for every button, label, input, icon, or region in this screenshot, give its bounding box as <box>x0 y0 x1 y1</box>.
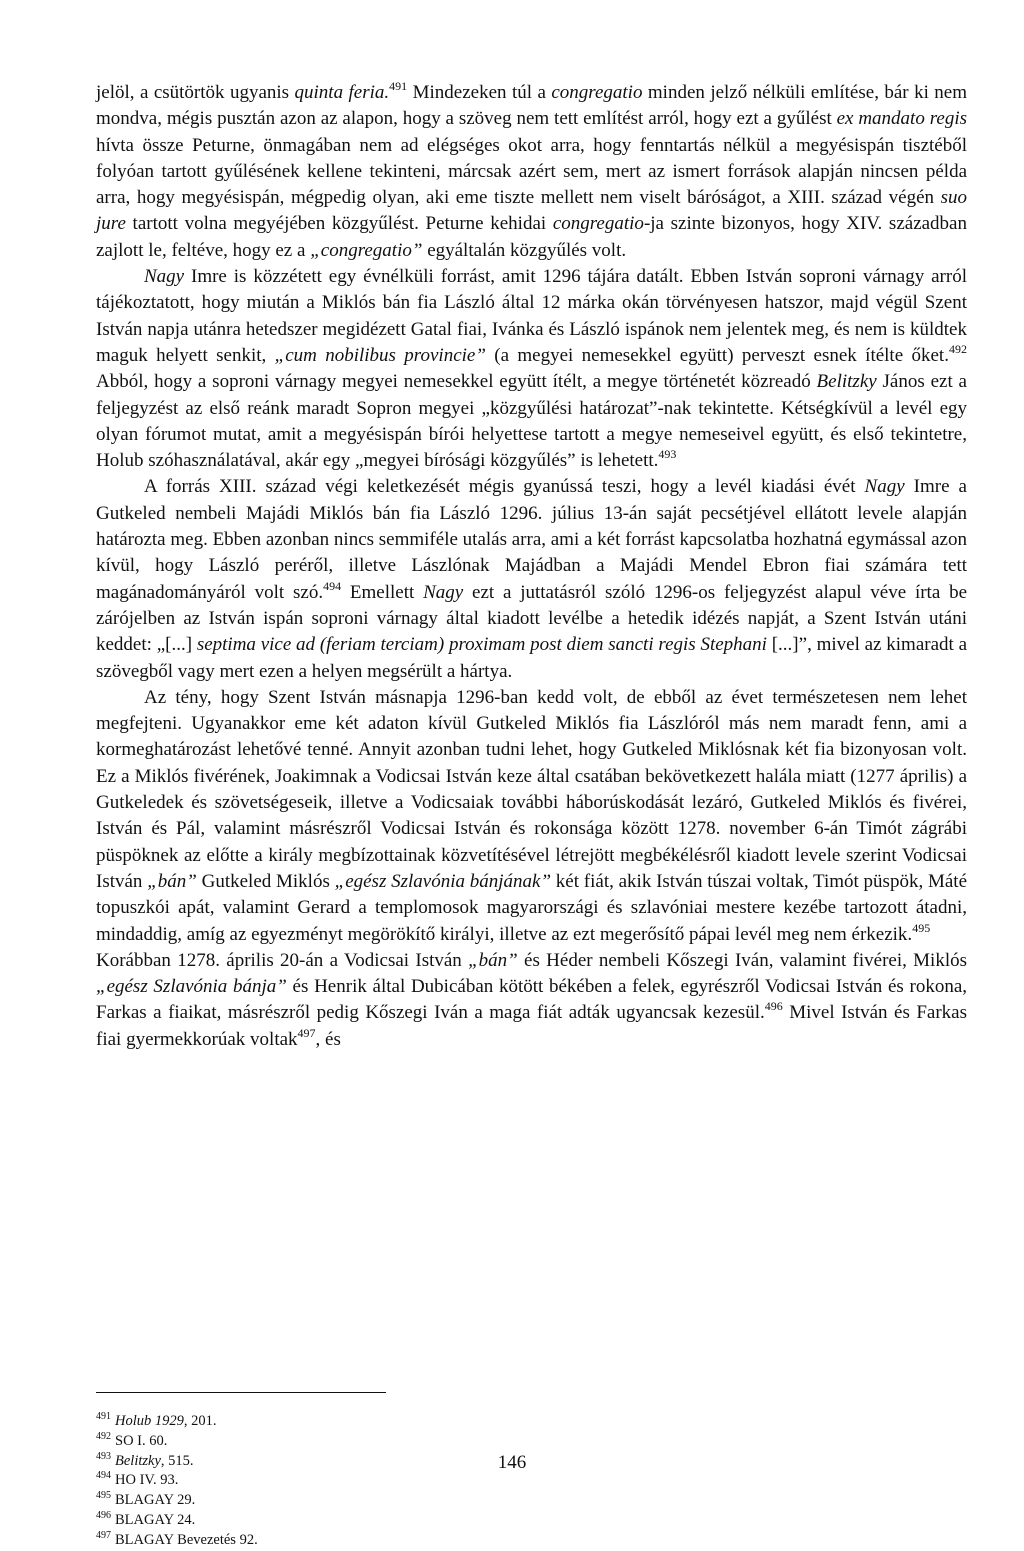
text-run: Korábban 1278. április 20-án a Vodicsai István <box>96 949 469 971</box>
italic-text: „egész Szlavónia bánjának” <box>334 870 552 892</box>
italic-text: Nagy <box>423 581 464 603</box>
text-run: ezt a juttatásról szóló 1296-os feljegyzést alapul véve írta be zárójelben az István ispán soproni várnagy által kiadott levélbe a hetedik idézés napját, a Szent István utáni keddet: „[...] <box>96 581 968 656</box>
text-run: , 515. <box>160 1452 194 1469</box>
italic-text: congregatio <box>551 82 643 103</box>
text-run: (a megyei nemesekkel együtt) perveszt esnek ítélte őket. <box>485 344 949 366</box>
text-run: egyáltalán közgyűlés volt. <box>422 239 627 261</box>
footnote-number: 496 <box>96 1509 111 1521</box>
text-run: BLAGAY 24. <box>115 1511 196 1528</box>
footnote <box>96 1531 596 1551</box>
italic-text: septima vice ad (feriam terciam) proximam post diem sancti regis Stephani <box>196 634 767 656</box>
italic-text: suo jure <box>96 187 967 235</box>
italic-text: Belitzky <box>115 1452 161 1469</box>
footnote <box>96 1471 596 1491</box>
text-run: János ezt a feljegyzést az első reánk maradt Sopron megyei „közgyűlési határozat”-nak tekintette. Kétségkívül a levél egy olyan fórumot mutat, amit a megyésispán bírói helyettese tartott a megye nemeseivel együtt, és első tekintetre, Holub szóhasználatával, akár egy „megyei bírósági közgyűlés” is lehetett. <box>96 371 967 472</box>
footnote-number: 494 <box>96 1470 111 1482</box>
text-run: és Henrik által Dubicában kötött békében a felek, egyrészről Vodicsai István és rokona, Farkas a fiaikat, másrészről pedig Kőszegi Iván a maga fiát adták ugyancsak kezesül. <box>96 976 967 1024</box>
footnote <box>96 1511 596 1531</box>
paragraph <box>96 948 967 1053</box>
italic-text: ex mandato regis <box>836 108 967 130</box>
italic-text: „cum nobilibus provincie” <box>274 344 486 366</box>
text-run: hívta össze Peturne, önmagában nem ad elégséges okot arra, hogy fenntartás nélkül a megyésispán tisztéből folyóan tartott gyűlésének kellene tekinteni, márcsak azért sem, mert az ismert források alapján nincsen példa arra, hogy megyésispán, mégpedig olyan, aki eme tiszte mellett nem viselt báróságot, a XIII. század végén <box>96 134 967 209</box>
paragraph <box>96 80 967 264</box>
paragraph <box>96 685 967 948</box>
italic-text: quinta feria. <box>294 82 390 103</box>
text-run: Imre a Gutkeled nembeli Majádi Miklós bán fia László 1296. július 13-án saját pecsétjével ellátott levele alapján határozta meg. Ebben azonban nincs semmiféle utalás arra, ami a két forrást kapcsolatba hozhatná egymással azon kívül, hogy László peréről, illetve Lászlónak Majádban a Majádi Mendel Ebron fiai számára tett magánadományáról volt szó. <box>96 476 967 603</box>
text-run: Imre is közzétett egy évnélküli forrást, amit 1296 tájára datált. Ebben István soproni várnagy arról tájékoztatott, hogy miután a Miklós bán fia László által 12 márka okán törvényesen hatszor, majd végül Szent István napja utánra hetedszer megidézett Gatal fiai, Ivánka és László ispánok nem jelentek meg, és nem is küldtek maguk helyett senkit, <box>96 266 967 366</box>
footnote-separator <box>96 1392 386 1393</box>
text-run: Emellett <box>341 581 424 603</box>
italic-text: Nagy <box>144 266 185 288</box>
text-run: Mindezeken túl a <box>407 82 552 103</box>
body-text <box>96 80 967 1053</box>
italic-text: Holub 1929 <box>115 1413 184 1429</box>
italic-text: congregatio <box>552 213 644 235</box>
text-run: Az tény, hogy Szent István másnapja 1296-ban kedd volt, de ebből az évet természetesen nem lehet megfejteni. Ugyanakkor eme két adaton kívül Gutkeled Miklós fia Lászlóról más nem maradt fenn, ami a kormeghatározást lehetővé tenné. Annyit azonban tudni lehet, hogy Gutkeled Miklósnak két fia bizonyosan volt. Ez a Miklós fivérének, Joakimnak a Vodicsai István keze által csatában bekövetkezett halála miatt (1277 április) a Gutkeledek és szövetségeseik, illetve a Vodicsaiak további háborúskodását lezáró, Gutkeled Miklós és fivérei, István és Pál, valamint másrészről Vodicsai István és rokonsága között 1278. november 6-án Timót zágrábi püspöknek az előtte a király megbízottainak közvetítésével létrejött megbékélésről kiadott levele szerint Vodicsai István <box>96 686 967 892</box>
footnote-ref: 494 <box>323 578 342 593</box>
text-run: SO I. 60. <box>115 1432 168 1449</box>
text-run: BLAGAY 29. <box>115 1492 196 1509</box>
italic-text: „congregatio” <box>310 239 423 261</box>
text-run: Mivel István és Farkas fiai gyermekkorúak voltak <box>96 1002 967 1050</box>
text-run: és Héder nembeli Kőszegi Iván, valamint fivérei, Miklós <box>517 949 967 971</box>
footnote <box>96 1412 596 1432</box>
text-run: , és <box>315 1028 341 1050</box>
footnote <box>96 1432 596 1452</box>
text-run: , 201. <box>183 1413 217 1429</box>
italic-text: „bán” <box>147 870 197 892</box>
paragraph <box>96 474 967 684</box>
footnote-ref: 492 <box>948 341 967 356</box>
footnotes <box>96 1412 596 1551</box>
footnote-number: 497 <box>96 1529 111 1541</box>
text-run: Abból, hogy a soproni várnagy megyei nemesekkel együtt ítélt, a megye történetét közreadó <box>96 371 817 393</box>
text-run: HO IV. 93. <box>115 1472 179 1489</box>
footnote-ref: 493 <box>658 447 677 462</box>
text-run: tartott volna megyéjében közgyűlést. Peturne kehidai <box>125 213 553 235</box>
italic-text: „bán” <box>468 949 518 971</box>
footnote-number: 492 <box>96 1430 111 1442</box>
italic-text: Nagy <box>864 476 905 498</box>
text-run: A forrás XIII. század végi keletkezését mégis gyanússá teszi, hogy a levél kiadási évét <box>144 476 865 498</box>
italic-text: Belitzky <box>816 371 877 393</box>
text-run: Gutkeled Miklós <box>196 870 335 892</box>
footnote-ref: 497 <box>297 1025 316 1040</box>
text-run: -ja szinte bizonyos, hogy XIV. században zajlott le, feltéve, hogy ez a <box>96 213 967 261</box>
text-run: jelöl, a csütörtök ugyanis <box>96 82 295 103</box>
text-run: minden jelző nélküli említése, bár ki nem mondva, mégis pusztán azon az alapon, hogy a szöveg nem tett említést arról, hogy ezt a gyűlést <box>96 82 968 130</box>
paragraph <box>96 264 967 474</box>
footnote-number: 493 <box>96 1450 111 1462</box>
footnote <box>96 1491 596 1511</box>
footnote-number: 491 <box>96 1411 111 1422</box>
text-run: BLAGAY Bevezetés 92. <box>115 1531 258 1548</box>
footnote-ref: 491 <box>389 79 408 93</box>
text-run: [...]”, mivel az kimaradt a szövegből vagy mert ezen a helyen megsérült a hártya. <box>96 634 968 682</box>
footnote-ref: 496 <box>764 999 783 1014</box>
footnote-number: 495 <box>96 1490 111 1502</box>
text-run: két fiát, akik István túszai voltak, Timót püspök, Máté topuszkói apát, valamint Gerard a templomosok magyarországi és szlavóniai mestere kezébe tartozott átadni, mindaddig, amíg az egyezményt megörökítő királyi, illetve az ezt megerősítő pápai levél meg nem érkezik. <box>96 870 967 945</box>
italic-text: „egész Szlavónia bánja” <box>96 976 287 998</box>
page-number: 146 <box>497 1452 527 1473</box>
footnote-ref: 495 <box>912 920 931 935</box>
